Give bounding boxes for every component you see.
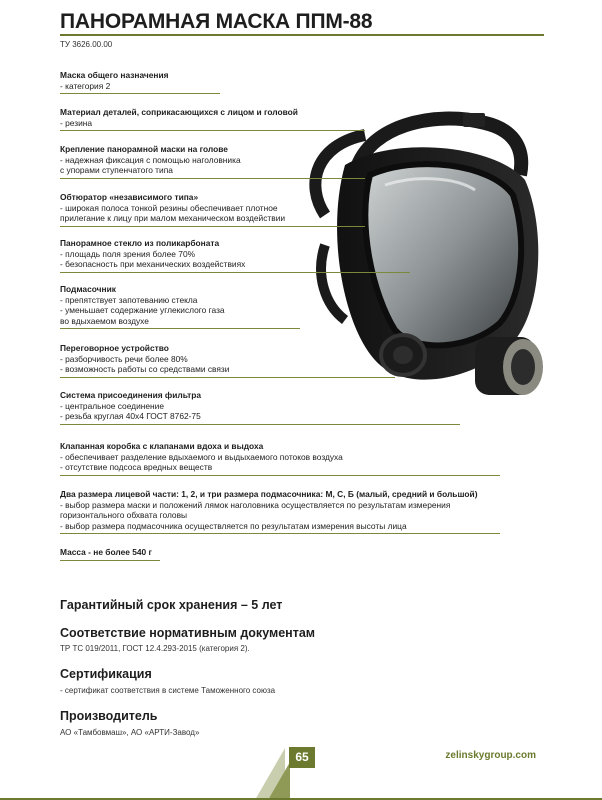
website-link[interactable]: zelinskygroup.com [445, 750, 536, 761]
title-divider [60, 34, 544, 36]
section-certification-heading: Сертификация [60, 667, 152, 681]
spec-line: - категория 2 [60, 80, 111, 91]
page-title: ПАНОРАМНАЯ МАСКА ППМ-88 [60, 10, 373, 33]
spec-filter [60, 390, 500, 422]
spec-valves [60, 441, 500, 473]
spec-line: - препятствует запотеванию стекла [60, 294, 198, 305]
spec-line: - площадь поля зрения более 70% [60, 248, 196, 259]
spec-heading: Масса - не более 540 г [60, 547, 153, 557]
spec-line: - отсутствие подсоса вредных веществ [60, 462, 213, 472]
spec-sizes [60, 489, 500, 531]
spec-heading: Система присоединения фильтра [60, 390, 202, 400]
spec-divider [60, 93, 220, 94]
spec-line: - центральное соединение [60, 400, 164, 411]
spec-line: с упорами ступенчатого типа [60, 165, 173, 175]
spec-heading: Подмасочник [60, 284, 116, 294]
section-warranty-heading: Гарантийный срок хранения – 5 лет [60, 598, 283, 612]
spec-purpose [60, 70, 500, 91]
spec-heading: Два размера лицевой части: 1, 2, и три размера подмасочника: М, С, Б (малый, средний и большой) [60, 489, 478, 499]
spec-heading: Маска общего назначения [60, 70, 169, 80]
spec-heading: Материал деталей, соприкасающихся с лицом и головой [60, 107, 298, 117]
spec-heading: Панорамное стекло из поликарбоната [60, 238, 220, 248]
spec-line: - обеспечивает разделение вдыхаемого и выдыхаемого потоков воздуха [60, 451, 343, 462]
spec-divider [60, 424, 460, 425]
spec-code: ТУ 3626.00.00 [60, 40, 113, 49]
spec-divider [60, 533, 500, 534]
spec-line: - выбор размера маски и положений лямок наголовника осуществляется по результатам измерения [60, 499, 451, 510]
spec-line: во вдыхаемом воздухе [60, 315, 149, 326]
spec-heading: Клапанная коробка с клапанами вдоха и выдоха [60, 441, 264, 451]
spec-heading: Переговорное устройство [60, 343, 169, 353]
spec-line: - выбор размера подмасочника осуществляется по результатам измерения высоты лица [60, 520, 407, 531]
spec-divider [60, 226, 365, 227]
spec-divider [60, 178, 365, 179]
spec-divider [60, 475, 500, 476]
spec-obturator [60, 192, 500, 224]
spec-line: - надежная фиксация с помощью наголовника [60, 154, 241, 165]
section-standards-heading: Соответствие нормативным документам [60, 626, 316, 640]
spec-weight [60, 547, 500, 558]
spec-heading: Крепление панорамной маски на голове [60, 144, 228, 154]
spec-visor [60, 238, 500, 270]
spec-line: - возможность работы со средствами связи [60, 364, 230, 374]
spec-divider [60, 560, 160, 561]
section-manufacturer-heading: Производитель [60, 709, 158, 723]
spec-voice [60, 343, 500, 375]
spec-mounting [60, 144, 500, 176]
spec-line: - уменьшает содержание углекислого газа [60, 305, 225, 315]
spec-line: - безопасность при механических воздействиях [60, 259, 246, 269]
page-number: 65 [289, 747, 315, 768]
section-standards-text: ТР ТС 019/2011, ГОСТ 12.4.293-2015 (категория 2). [60, 644, 250, 653]
section-certification-text: - сертификат соответствия в системе Таможенного союза [60, 686, 276, 695]
spec-line: - резьба круглая 40х4 ГОСТ 8762-75 [60, 411, 201, 421]
spec-heading: Обтюратор «независимого типа» [60, 192, 199, 202]
spec-divider [60, 377, 395, 378]
spec-line: прилегание к лицу при малом механическом воздействии [60, 213, 286, 223]
spec-divider [60, 130, 365, 131]
section-manufacturer-text: АО «Тамбовмаш», АО «АРТИ-Завод» [60, 728, 200, 737]
spec-line: - резина [60, 117, 93, 128]
spec-undermask [60, 284, 500, 326]
spec-material [60, 107, 500, 128]
spec-divider [60, 272, 410, 273]
spec-line: - широкая полоса тонкой резины обеспечивает плотное [60, 202, 278, 213]
spec-divider [60, 328, 300, 329]
spec-line: - разборчивость речи более 80% [60, 353, 188, 364]
spec-line: горизонтального обхвата головы [60, 510, 188, 520]
